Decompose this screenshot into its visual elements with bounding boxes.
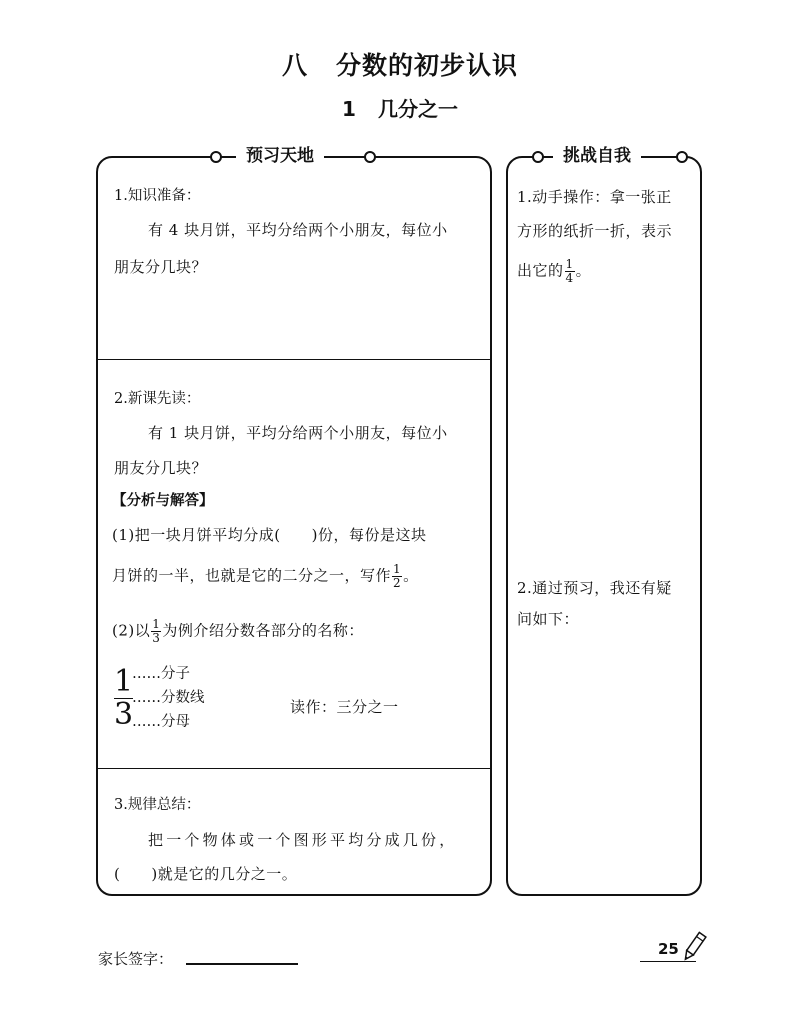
fraction-one-half xyxy=(392,563,402,590)
ring-decoration-icon xyxy=(676,151,688,163)
fraction-one-quarter xyxy=(565,258,575,285)
parent-signature-line[interactable] xyxy=(186,963,298,965)
big-fraction-one-third xyxy=(114,666,133,731)
section-divider xyxy=(98,359,490,360)
pencil-icon xyxy=(680,930,708,964)
section1-heading: 1.知识准备： xyxy=(114,188,201,204)
page-number: 25 xyxy=(658,940,679,958)
analysis-p1-line1: (1)把一块月饼平均分成( )份，每份是这块 xyxy=(112,526,427,544)
fraction-denominator: 2 xyxy=(393,576,402,590)
lesson-name: 几分之一 xyxy=(377,97,458,121)
preview-tab-label: 预习天地 xyxy=(236,143,324,169)
section2-line1: 有 1 块月饼，平均分给两个小朋友，每位小 xyxy=(148,424,448,442)
section3-heading: 3.规律总结： xyxy=(114,797,201,813)
chapter-name: 分数的初步认识 xyxy=(336,51,519,80)
lesson-number: 1 xyxy=(342,97,356,121)
analysis-p2-pre: (2)以 xyxy=(112,621,151,640)
section3-line2: ( )就是它的几分之一。 xyxy=(114,865,298,883)
challenge-q1-line1: 1.动手操作：拿一张正 xyxy=(517,188,672,206)
big-fraction-denominator: 3 xyxy=(114,697,134,732)
analysis-p1-line2 xyxy=(112,563,419,590)
analysis-p2-line xyxy=(112,618,364,645)
fraction-numerator: 1 xyxy=(565,257,574,271)
fraction-denominator: 3 xyxy=(152,631,161,645)
label-fraction-bar: ……分数线 xyxy=(132,690,205,706)
analysis-p1-end: 。 xyxy=(403,566,419,585)
section-divider xyxy=(98,768,490,769)
section3-line1: 把一个物体或一个图形平均分成几份， xyxy=(148,831,458,849)
challenge-tab-label: 挑战自我 xyxy=(553,143,641,169)
section2-line2: 朋友分几块？ xyxy=(114,459,208,477)
challenge-q1-pre: 出它的 xyxy=(517,261,564,280)
ring-decoration-icon xyxy=(364,151,376,163)
analysis-p1-text: 月饼的一半，也就是它的二分之一，写作 xyxy=(112,566,392,585)
fraction-denominator: 4 xyxy=(565,271,574,285)
challenge-q2-line2: 问如下： xyxy=(517,610,580,628)
fraction-numerator: 1 xyxy=(152,617,161,631)
lesson-title xyxy=(0,93,800,122)
analysis-p2-post: 为例介绍分数各部分的名称： xyxy=(162,621,364,640)
section1-line2: 朋友分几块？ xyxy=(114,258,208,276)
read-as-text: 读作：三分之一 xyxy=(290,698,399,716)
chapter-title xyxy=(0,46,800,82)
challenge-q1-end: 。 xyxy=(575,261,592,280)
chapter-number: 八 xyxy=(281,51,308,80)
parent-signature-label: 家长签字： xyxy=(98,950,174,968)
challenge-q1-line3 xyxy=(517,258,591,285)
ring-decoration-icon xyxy=(532,151,544,163)
label-denominator: ……分母 xyxy=(132,714,190,730)
section1-line1: 有 4 块月饼，平均分给两个小朋友，每位小 xyxy=(148,221,448,239)
big-fraction-numerator: 1 xyxy=(114,664,134,699)
label-numerator: ……分子 xyxy=(132,666,190,682)
fraction-one-third xyxy=(151,618,161,645)
challenge-q2-line1: 2.通过预习，我还有疑 xyxy=(517,579,672,597)
analysis-heading: 【分析与解答】 xyxy=(112,493,214,509)
ring-decoration-icon xyxy=(210,151,222,163)
fraction-numerator: 1 xyxy=(393,562,402,576)
section2-heading: 2.新课先读： xyxy=(114,391,201,407)
challenge-q1-line2: 方形的纸折一折，表示 xyxy=(517,222,673,240)
